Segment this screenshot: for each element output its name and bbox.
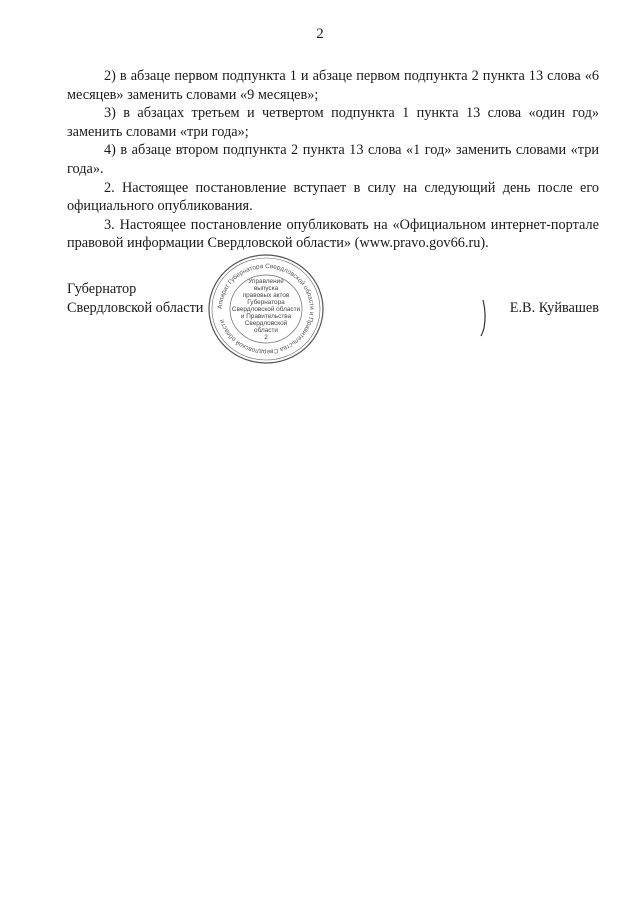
paragraph-amendment-2: 2) в абзаце первом подпункта 1 и абзаце первом подпункта 2 пункта 13 слова «6 месяцев» заменить словами «9 месяцев»;	[67, 68, 599, 103]
signer-title	[67, 280, 203, 318]
seal-line-9: 2	[264, 334, 268, 341]
seal-line-5: Свердловской области	[231, 306, 301, 313]
seal-ring-text: Аппарат Губернатора Свердловской области и Правительства Свердловской области	[216, 262, 316, 356]
signer-title-line2: Свердловской области	[67, 300, 204, 316]
seal-line-2: выпуска	[253, 285, 279, 292]
paragraph-amendment-4: 4) в абзаце втором подпункта 2 пункта 13 слова «1 год» заменить словами «три года».	[67, 142, 599, 177]
signer-name: Е.В. Куйвашев	[509, 300, 599, 316]
official-seal-stamp	[201, 248, 331, 370]
paragraph-amendment-3: 3) в абзацах третьем и четвертом подпункта 1 пункта 13 слова «один год» заменить словами «три года»;	[67, 105, 599, 140]
seal-line-6: и Правительства	[240, 313, 292, 320]
paragraph-publication: 3. Настоящее постановление опубликовать на «Официальном интернет-портале правовой информации Свердловской области» (www.pravo.gov66.ru).	[67, 216, 599, 252]
document-body	[67, 67, 599, 253]
handwritten-signature	[479, 298, 491, 338]
paragraph-effective-date: 2. Настоящее постановление вступает в силу на следующий день после его официального опубликования.	[67, 179, 599, 215]
seal-line-3: правовых актов	[242, 292, 290, 299]
seal-line-4: Губернатора	[247, 299, 285, 306]
page-number: 2	[316, 26, 324, 42]
seal-line-7: Свердловской	[244, 320, 288, 327]
seal-line-8: области	[254, 327, 278, 334]
signer-title-line1: Губернатор	[67, 281, 137, 297]
seal-line-1: Управление	[248, 278, 284, 285]
signature-block	[67, 262, 599, 380]
